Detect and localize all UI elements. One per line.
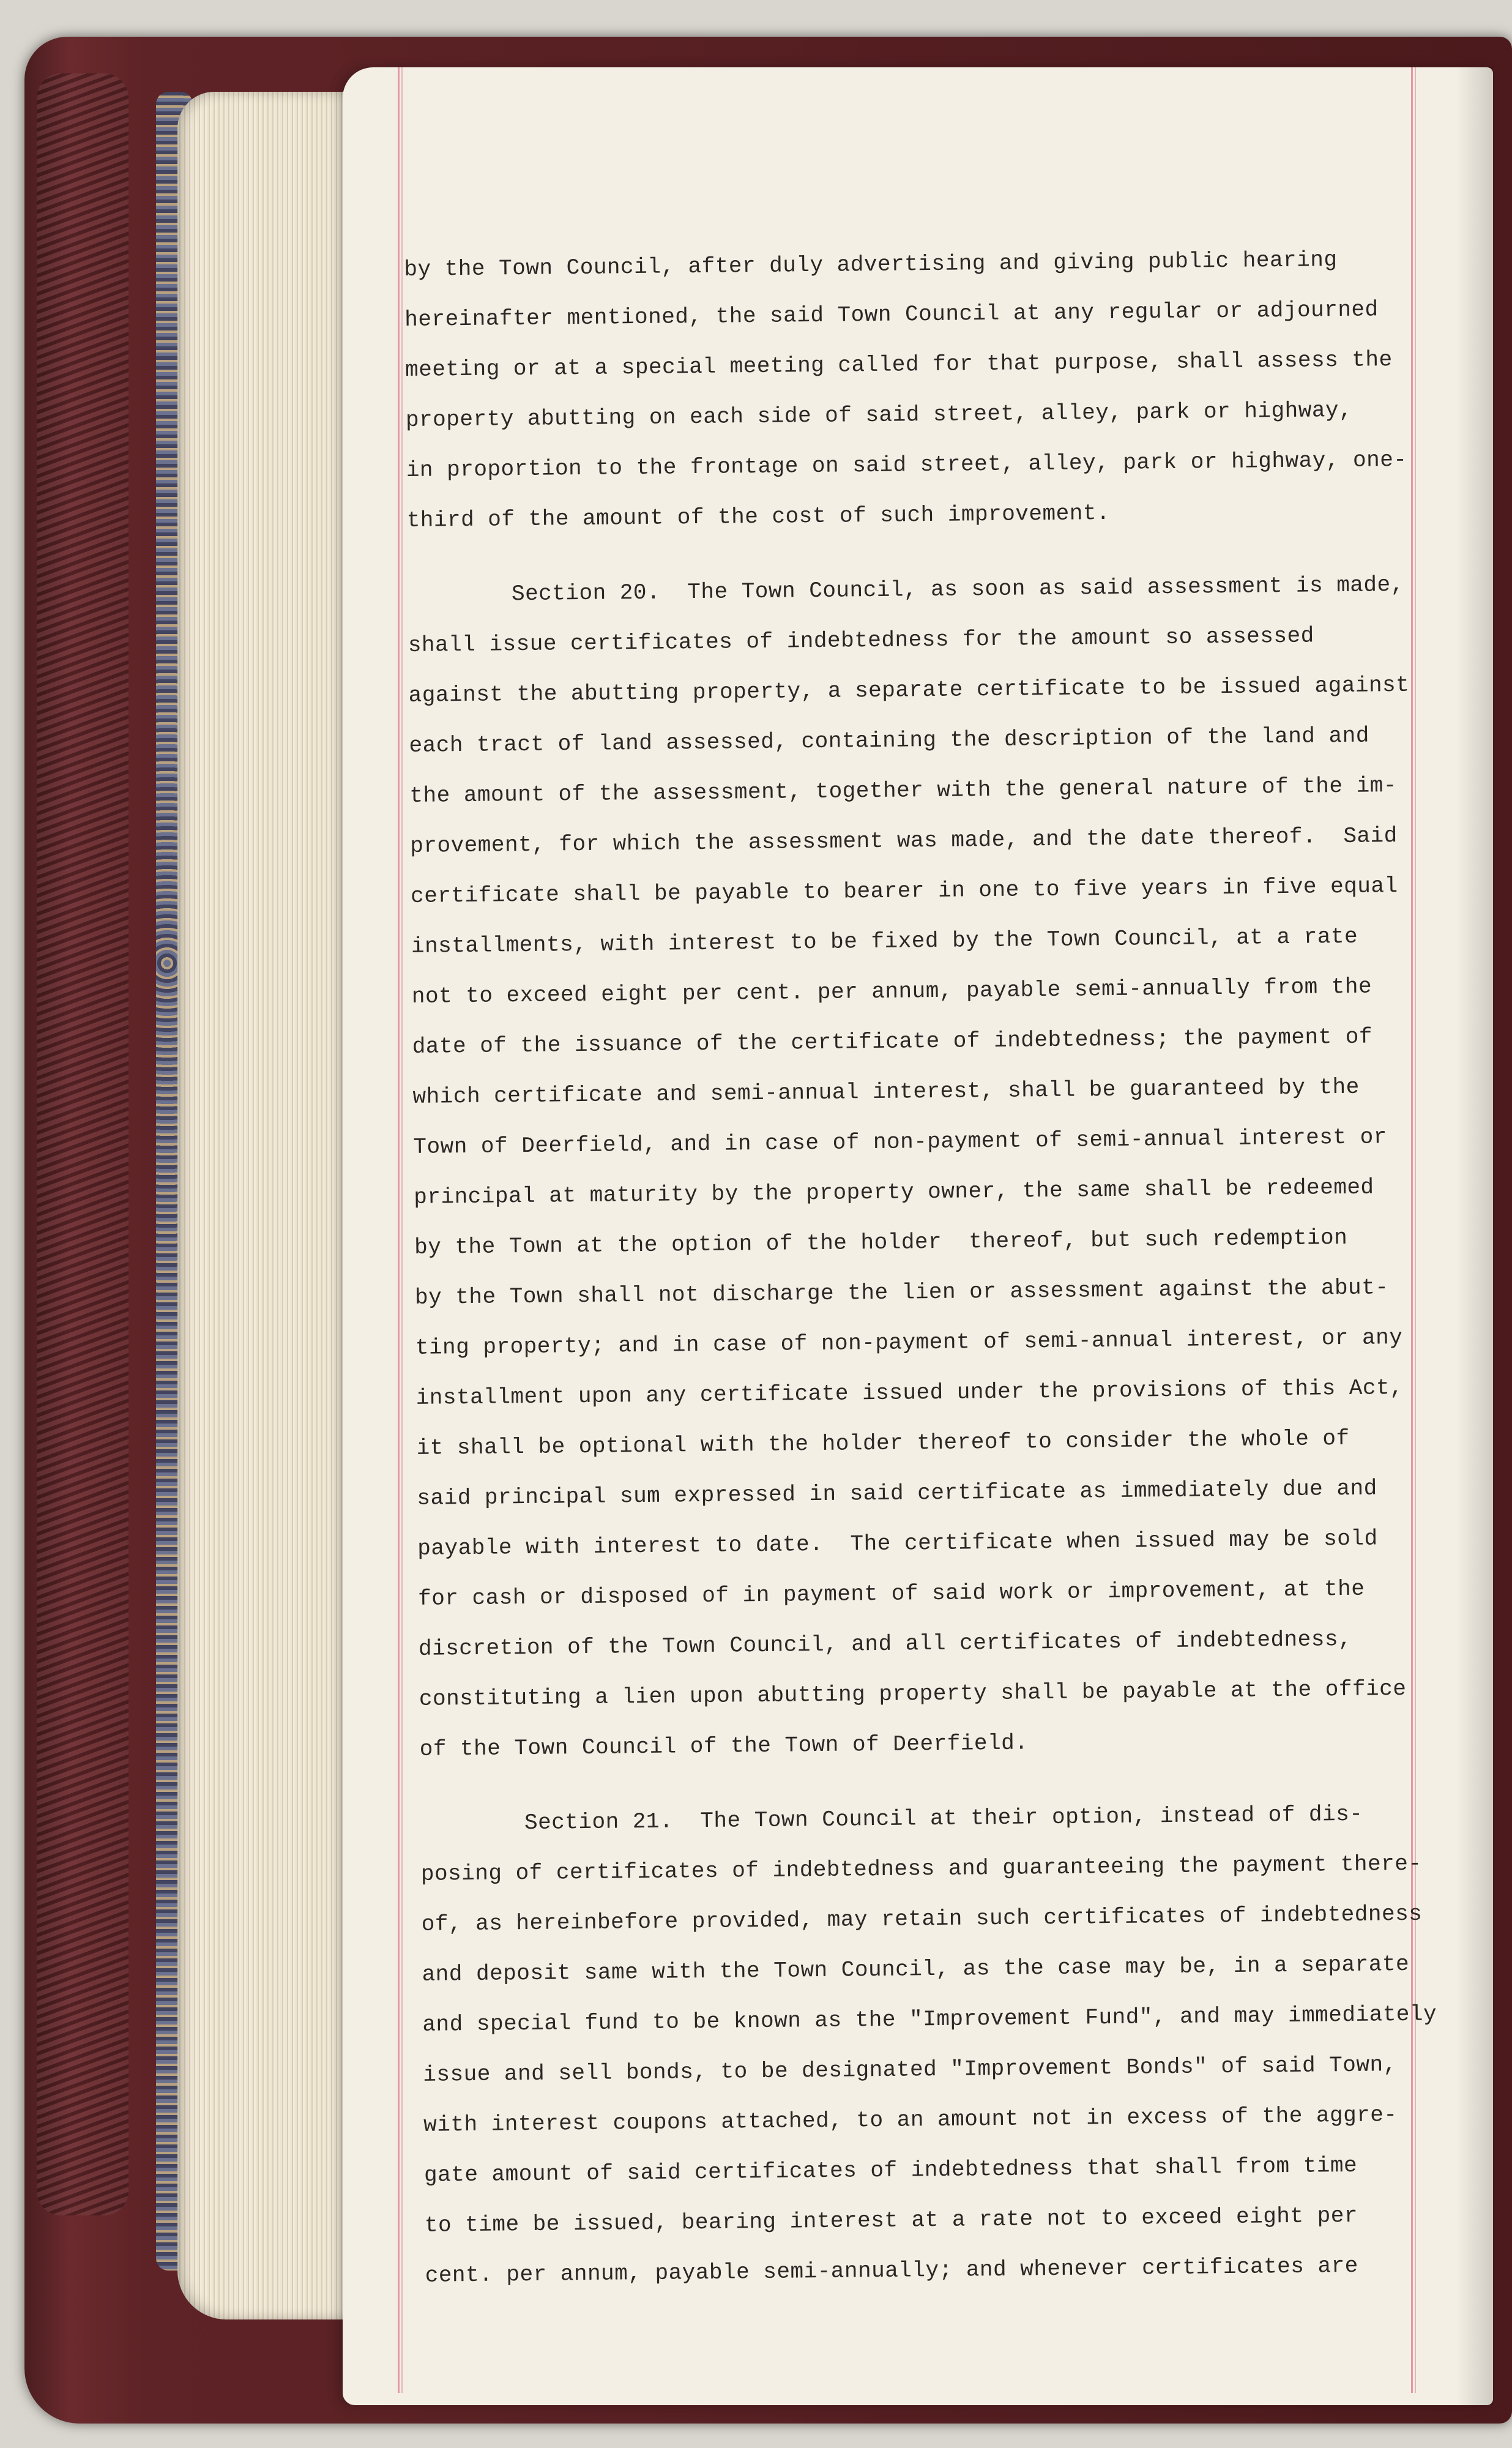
text-line: shall issue certificates of indebtedness for the amount so assessed <box>408 623 1314 658</box>
text-line: for cash or disposed of in payment of said work or improvement, at the <box>417 1576 1365 1611</box>
text-line: issue and sell bonds, to be designated "Improvement Bonds" of said Town, <box>423 2052 1397 2088</box>
left-margin-rule <box>398 67 400 2393</box>
text-line: and deposit same with the Town Council, as the case may be, in a separate <box>422 1951 1410 1987</box>
text-line: Town of Deerfield, and in case of non-payment of semi-annual interest or <box>413 1124 1388 1160</box>
text-line: date of the issuance of the certificate of indebtedness; the payment of <box>412 1024 1373 1059</box>
text-line: ting property; and in case of non-payment of semi-annual interest, or any <box>415 1325 1403 1360</box>
text-line: of, as hereinbefore provided, may retain such certificates of indebtedness <box>421 1901 1423 1937</box>
text-line: installment upon any certificate issued under the provisions of this Act, <box>415 1375 1404 1411</box>
text-line: Section 20. The Town Council, as soon as said assessment is made, <box>511 572 1404 607</box>
text-line: posing of certificates of indebtedness and guaranteeing the payment there- <box>420 1851 1422 1887</box>
text-line: provement, for which the assessment was made, and the date thereof. Said <box>410 823 1398 859</box>
text-line: with interest coupons attached, to an amount not in excess of the aggre- <box>423 2102 1398 2138</box>
text-line: to time be issued, bearing interest at a rate not to exceed eight per <box>424 2203 1358 2238</box>
text-line: in proportion to the frontage on said street, alley, park or highway, one- <box>406 447 1407 483</box>
text-line: it shall be optional with the holder thereof to consider the whole of <box>416 1425 1350 1461</box>
text-line: hereinafter mentioned, the said Town Council at any regular or adjourned <box>404 297 1379 332</box>
text-line: the amount of the assessment, together with the general nature of the im- <box>409 773 1398 808</box>
text-line: property abutting on each side of said street, alley, park or highway, <box>405 397 1353 433</box>
text-line: cent. per annum, payable semi-annually; and whenever certificates are <box>425 2253 1359 2288</box>
text-line: third of the amount of the cost of such improvement. <box>406 500 1111 533</box>
text-line: principal at maturity by the property owner, the same shall be redeemed <box>414 1174 1374 1210</box>
text-line: not to exceed eight per cent. per annum, payable semi-annually from the <box>411 974 1372 1009</box>
text-line: of the Town Council of the Town of Deerfield. <box>419 1730 1029 1762</box>
paragraph <box>408 559 1473 1775</box>
typed-text-body <box>404 234 1478 2301</box>
text-line: by the Town shall not discharge the lien or assessment against the abut- <box>414 1275 1389 1310</box>
text-line: certificate shall be payable to bearer in one to five years in five equal <box>410 873 1398 909</box>
text-line: by the Town Council, after duly advertising and giving public hearing <box>404 247 1338 282</box>
text-line: each tract of land assessed, containing the description of the land and <box>409 723 1370 758</box>
text-line: payable with interest to date. The certificate when issued may be sold <box>417 1526 1378 1561</box>
text-line: said principal sum expressed in said certificate as immediately due and <box>417 1476 1377 1511</box>
cover-spine-ridges <box>37 73 128 2215</box>
left-margin-rule-inner <box>401 67 403 2393</box>
paragraph <box>404 234 1459 546</box>
text-line: Section 21. The Town Council at their option, instead of dis- <box>524 1801 1363 1836</box>
text-line: by the Town at the option of the holder thereof, but such redemption <box>414 1225 1348 1260</box>
text-line: which certificate and semi-annual interest, shall be guaranteed by the <box>412 1074 1360 1110</box>
paragraph <box>420 1788 1478 2301</box>
text-line: constituting a lien upon abutting property shall be payable at the office <box>419 1676 1407 1712</box>
text-line: against the abutting property, a separate certificate to be issued against <box>408 672 1410 708</box>
text-line: meeting or at a special meeting called for that purpose, shall assess the <box>404 347 1393 382</box>
text-line: installments, with interest to be fixed by the Town Council, at a rate <box>411 924 1358 959</box>
text-line: and special fund to be known as the "Improvement Fund", and may immediately <box>422 2001 1437 2037</box>
text-line: discretion of the Town Council, and all certificates of indebtedness, <box>418 1626 1352 1662</box>
text-line: gate amount of said certificates of indebtedness that shall from time <box>423 2152 1358 2188</box>
